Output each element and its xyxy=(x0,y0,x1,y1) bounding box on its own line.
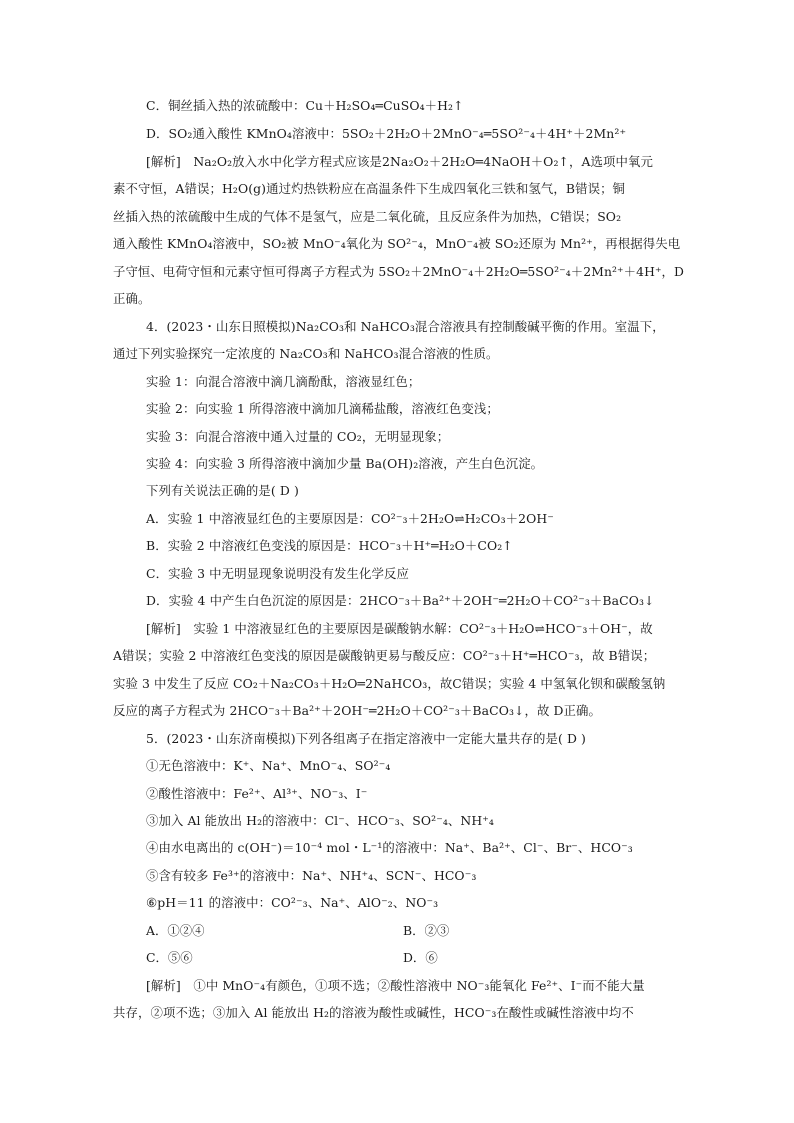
q4-stem-line: 4．(2023・山东日照模拟)Na₂CO₃和 NaHCO₃混合溶液具有控制酸碱平衡的作用。室温下， xyxy=(146,319,665,334)
q5-analysis-line: 共存，②项不选；③加入 Al 能放出 H₂的溶液为酸性或碱性，HCO⁻₃在酸性或碱性溶液中均不 xyxy=(113,1005,634,1020)
q5-item: ②酸性溶液中：Fe²⁺、Al³⁺、NO⁻₃、I⁻ xyxy=(146,786,368,801)
q5-choice-a: A．①②④ xyxy=(146,923,205,938)
q5-choice-c: C．⑤⑥ xyxy=(146,950,193,965)
q4-analysis-line: 反应的离子方程式为 2HCO⁻₃＋Ba²⁺＋2OH⁻═2H₂O＋CO²⁻₃＋BaCO₃↓，故 D正确。 xyxy=(113,703,602,718)
q3-analysis-line: 通入酸性 KMnO₄溶液中，SO₂被 MnO⁻₄氧化为 SO²⁻₄，MnO⁻₄被 SO₂还原为 Mn²⁺，再根据得失电 xyxy=(113,236,681,251)
q5-item: ⑤含有较多 Fe³⁺的溶液中：Na⁺、NH⁺₄、SCN⁻、HCO⁻₃ xyxy=(146,868,477,883)
q3-analysis-line: 子守恒、电荷守恒和元素守恒可得离子方程式为 5SO₂＋2MnO⁻₄＋2H₂O═5SO²⁻₄＋2Mn²⁺＋4H⁺，D xyxy=(113,264,685,279)
q4-option: C．实验 3 中无明显现象说明没有发生化学反应 xyxy=(146,566,409,581)
q4-analysis-line: 实验 3 中发生了反应 CO₂＋Na₂CO₃＋H₂O═2NaHCO₃，故C错误；实验 4 中氢氧化钡和碳酸氢钠 xyxy=(113,676,666,691)
q3-analysis-line: [解析] Na₂O₂放入水中化学方程式应该是2Na₂O₂＋2H₂O═4NaOH＋O₂↑，A选项中氧元 xyxy=(146,154,653,169)
q4-analysis-line: [解析] 实验 1 中溶液显红色的主要原因是碳酸钠水解：CO²⁻₃＋H₂O⇌HCO⁻₃＋OH⁻，故 xyxy=(146,621,653,636)
q5-choice-b: B．②③ xyxy=(403,923,450,938)
q5-analysis-line: [解析] ①中 MnO⁻₄有颜色，①项不选；②酸性溶液中 NO⁻₃能氧化 Fe²⁺、I⁻而不能大量 xyxy=(146,978,645,993)
q4-experiment: 实验 3：向混合溶液中通入过量的 CO₂，无明显现象； xyxy=(146,429,450,444)
q4-option: D．实验 4 中产生白色沉淀的原因是：2HCO⁻₃＋Ba²⁺＋2OH⁻═2H₂O＋CO²⁻₃＋BaCO₃↓ xyxy=(146,593,655,608)
q5-item: ④由水电离出的 c(OH⁻)＝10⁻⁴ mol・L⁻¹的溶液中：Na⁺、Ba²⁺、Cl⁻、Br⁻、HCO⁻₃ xyxy=(146,840,633,855)
q4-option: A．实验 1 中溶液显红色的主要原因是：CO²⁻₃＋2H₂O⇌H₂CO₃＋2OH⁻ xyxy=(146,511,554,526)
q5-item: ⑥pH＝11 的溶液中：CO²⁻₃、Na⁺、AlO⁻₂、NO⁻₃ xyxy=(146,895,439,910)
q3-analysis-line: 素不守恒，A错误；H₂O(g)通过灼热铁粉应在高温条件下生成四氧化三铁和氢气，B错误；铜 xyxy=(113,181,626,196)
q4-analysis-line: A错误；实验 2 中溶液红色变浅的原因是碳酸钠更易与酸反应：CO²⁻₃＋H⁺═HCO⁻₃，故 B错误； xyxy=(113,648,656,663)
q5-item: ①无色溶液中：K⁺、Na⁺、MnO⁻₄、SO²⁻₄ xyxy=(146,758,391,773)
q4-experiment: 实验 4：向实验 3 所得溶液中滴加少量 Ba(OH)₂溶液，产生白色沉淀。 xyxy=(146,456,544,471)
q4-option: B．实验 2 中溶液红色变浅的原因是：HCO⁻₃＋H⁺═H₂O＋CO₂↑ xyxy=(146,538,513,553)
q3-option-c: C．铜丝插入热的浓硫酸中：Cu＋H₂SO₄═CuSO₄＋H₂↑ xyxy=(146,98,464,113)
q5-choice-d: D．⑥ xyxy=(403,950,438,965)
q4-stem-line: 通过下列实验探究一定浓度的 Na₂CO₃和 NaHCO₃混合溶液的性质。 xyxy=(113,346,499,361)
q4-experiment: 实验 2：向实验 1 所得溶液中滴加几滴稀盐酸，溶液红色变浅； xyxy=(146,401,499,416)
q5-item: ③加入 Al 能放出 H₂的溶液中：Cl⁻、HCO⁻₃、SO²⁻₄、NH⁺₄ xyxy=(146,813,494,828)
q3-option-d: D．SO₂通入酸性 KMnO₄溶液中：5SO₂＋2H₂O＋2MnO⁻₄═5SO²⁻₄＋4H⁺＋2Mn²⁺ xyxy=(146,126,627,141)
q3-analysis-line: 丝插入热的浓硫酸中生成的气体不是氢气，应是二氧化硫，且反应条件为加热，C错误；SO₂ xyxy=(113,209,622,224)
q5-stem: 5．(2023・山东济南模拟)下列各组离子在指定溶液中一定能大量共存的是( D ) xyxy=(146,731,586,746)
q3-analysis-line: 正确。 xyxy=(113,291,151,306)
q4-question: 下列有关说法正确的是( D ) xyxy=(146,483,299,498)
q4-experiment: 实验 1：向混合溶液中滴几滴酚酞，溶液显红色； xyxy=(146,374,421,389)
